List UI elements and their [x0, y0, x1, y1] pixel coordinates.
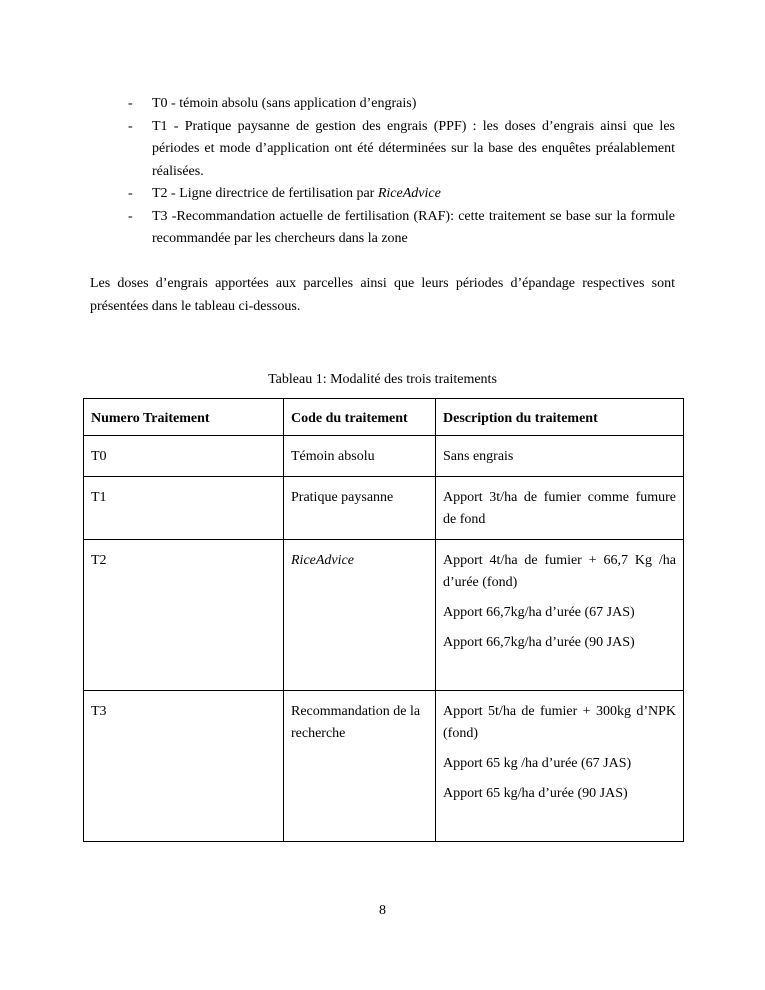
treatment-code: RiceAdvice	[284, 540, 436, 691]
table-row	[84, 691, 684, 842]
treatment-number: T2	[84, 540, 284, 691]
treatment-description: Sans engrais	[436, 436, 684, 477]
column-header: Code du traitement	[284, 399, 436, 436]
treatment-code: Témoin absolu	[284, 436, 436, 477]
table-caption: Tableau 1: Modalité des trois traitements	[268, 372, 497, 387]
list-item: - T3 -Recommandation actuelle de fertilisation (RAF): cette traitement se base sur la formule recommandée par les chercheurs dans la zone	[128, 208, 675, 246]
treatment-code: Pratique paysanne	[284, 477, 436, 540]
treatment-number: T3	[84, 691, 284, 842]
body-paragraph: Les doses d’engrais apportées aux parcelles ainsi que leurs périodes d’épandage respectives sont présentées dans le tableau ci-dessous.	[90, 276, 675, 314]
treatment-code: Recommandation de la recherche	[284, 691, 436, 842]
column-header: Numero Traitement	[84, 399, 284, 436]
table-row	[84, 477, 684, 540]
treatment-description: Apport 5t/ha de fumier + 300kg d’NPK (fond) Apport 65 kg /ha d’urée (67 JAS) Apport 65 kg/ha d’urée (90 JAS)	[436, 691, 684, 842]
treatment-list	[128, 93, 675, 251]
column-header: Description du traitement	[436, 399, 684, 436]
treatment-description: Apport 4t/ha de fumier + 66,7 Kg /ha d’urée (fond) Apport 66,7kg/ha d’urée (67 JAS) Apport 66,7kg/ha d’urée (90 JAS)	[436, 540, 684, 691]
table-row	[84, 436, 684, 477]
treatment-number: T1	[84, 477, 284, 540]
treatment-description: Apport 3t/ha de fumier comme fumure de fond	[436, 477, 684, 540]
table-row	[84, 540, 684, 691]
list-item: - T1 - Pratique paysanne de gestion des engrais (PPF) : les doses d’engrais ainsi que les périodes et mode d’application ont été déterminées sur la base des enquêtes préalablement réalisées.	[128, 118, 675, 179]
page-number: 8	[379, 903, 386, 918]
treatments-table	[83, 398, 684, 842]
treatment-number: T0	[84, 436, 284, 477]
list-item: - T0 - témoin absolu (sans application d’engrais)	[128, 96, 417, 111]
table-header-row	[84, 399, 684, 436]
list-item: - T2 - Ligne directrice de fertilisation par RiceAdvice	[128, 186, 441, 201]
